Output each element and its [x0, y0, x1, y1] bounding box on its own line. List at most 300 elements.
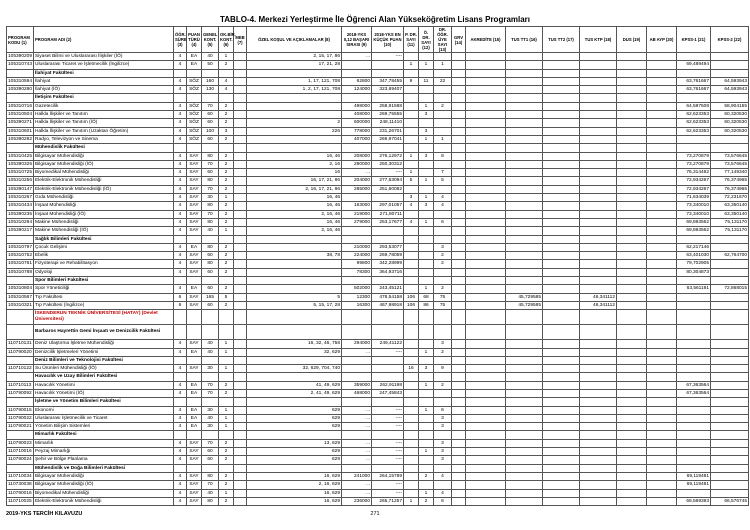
table-cell: [247, 268, 342, 276]
table-cell: 231,26701: [372, 127, 404, 135]
table-cell: [419, 268, 434, 276]
empty-cell: [617, 398, 647, 406]
table-cell: [234, 489, 247, 497]
table-cell: ----: [372, 169, 404, 177]
university-name: İSKENDERUN TEKNİK ÜNİVERSİTESİ (HATAY) (Devlet Üniversitesi): [34, 310, 174, 325]
empty-cell: [617, 144, 647, 152]
column-header: GENEL KONT. (5): [202, 27, 219, 53]
table-cell: [234, 348, 247, 356]
table-cell: 4: [174, 406, 187, 414]
table-cell: [580, 102, 617, 110]
column-header: PROGRAM ADI (2): [34, 27, 174, 53]
table-cell: [506, 61, 543, 69]
page-title: TABLO-4. Merkezi Yerleştirme İle Öğrenci Alan Yükseköğretim Lisans Programları: [219, 15, 531, 24]
table-row: [7, 456, 749, 464]
table-cell: [647, 406, 677, 414]
table-cell: 40: [202, 340, 219, 348]
empty-cell: [617, 431, 647, 439]
table-cell: [466, 218, 506, 226]
table-cell: 600000: [342, 119, 372, 127]
table-cell: 77,149340: [711, 169, 749, 177]
table-cell: [404, 406, 419, 414]
table-cell: [543, 285, 580, 293]
table-cell: Spor Yöneticiliği: [34, 285, 174, 293]
table-cell: 294000: [342, 340, 372, 348]
table-cell: Elektrik-Elektronik Mühendisliği: [34, 497, 174, 505]
table-cell: [234, 227, 247, 235]
table-cell: 359000: [342, 381, 372, 389]
table-cell: [543, 472, 580, 480]
table-cell: 1: [219, 489, 234, 497]
table-cell: 46,341112: [580, 293, 617, 301]
empty-cell: [404, 277, 419, 285]
table-row: [7, 340, 749, 348]
table-row: [7, 111, 749, 119]
empty-cell: [202, 144, 219, 152]
table-cell: 1: [419, 194, 434, 202]
table-cell: [711, 456, 749, 464]
table-cell: 2: [219, 160, 234, 168]
table-cell: 64,587508: [677, 102, 711, 110]
table-cell: 5: [404, 177, 419, 185]
table-cell: 502000: [342, 285, 372, 293]
table-cell: 5: [219, 293, 234, 301]
faculty-row: [7, 94, 749, 102]
table-cell: [647, 489, 677, 497]
table-cell: 4: [174, 489, 187, 497]
table-cell: [234, 77, 247, 85]
table-cell: [711, 472, 749, 480]
table-cell: SAY: [187, 268, 202, 276]
table-cell: [234, 365, 247, 373]
table-cell: [506, 481, 543, 489]
table-cell: 2: [219, 119, 234, 127]
table-cell: 60: [202, 252, 219, 260]
table-cell: [419, 252, 434, 260]
empty-cell: [404, 69, 419, 77]
table-cell: [580, 152, 617, 160]
table-cell: [580, 439, 617, 447]
empty-cell: [647, 310, 677, 325]
empty-cell: [234, 235, 247, 243]
table-cell: 80: [202, 218, 219, 226]
empty-cell: [419, 431, 434, 439]
empty-cell: [342, 144, 372, 152]
empty-cell: [372, 373, 404, 381]
faculty-name: Mimarlık Fakültesi: [34, 431, 174, 439]
table-cell: [404, 448, 419, 456]
table-row: [7, 210, 749, 218]
table-cell: 243,45121: [372, 285, 404, 293]
table-cell: 105310716: [8, 103, 33, 109]
table-cell: SAY: [187, 169, 202, 177]
table-cell: [506, 365, 543, 373]
table-cell: 4: [174, 152, 187, 160]
table-cell: [404, 111, 419, 119]
table-cell: 69,489494: [677, 61, 711, 69]
table-cell: [647, 102, 677, 110]
table-cell: SAY: [187, 260, 202, 268]
table-cell: [543, 61, 580, 69]
table-cell: [711, 448, 749, 456]
empty-cell: [466, 277, 506, 285]
table-cell: [580, 285, 617, 293]
empty-cell: [219, 398, 234, 406]
table-cell: 32, 629, 704, 740: [247, 365, 342, 373]
table-cell: [234, 340, 247, 348]
empty-cell: [434, 277, 452, 285]
table-cell: [711, 268, 749, 276]
table-cell: [543, 365, 580, 373]
table-row: [7, 423, 749, 431]
table-cell: Siyaset Bilimi ve Uluslararası İlişkiler (İÖ): [34, 53, 174, 61]
table-cell: [647, 77, 677, 85]
table-cell: 4: [174, 252, 187, 260]
table-cell: [711, 293, 749, 301]
table-row: [7, 472, 749, 480]
table-cell: [580, 414, 617, 422]
table-cell: [506, 260, 543, 268]
table-cell: [404, 348, 419, 356]
table-cell: 105390209: [8, 54, 33, 59]
table-cell: [419, 227, 434, 235]
table-cell: Halkla İlişkiler ve Tanıtım (Uzaktan Öğretim): [34, 127, 174, 135]
table-cell: [404, 102, 419, 110]
table-cell: 3: [434, 439, 452, 447]
table-cell: [580, 218, 617, 226]
table-cell: [506, 202, 543, 210]
table-cell: 2: [219, 301, 234, 309]
table-cell: [543, 243, 580, 251]
empty-cell: [372, 464, 404, 472]
table-cell: [234, 127, 247, 135]
table-cell: [617, 53, 647, 61]
table-cell: 4: [174, 456, 187, 464]
table-cell: [234, 252, 247, 260]
table-cell: SAY: [187, 340, 202, 348]
empty-cell: [466, 325, 506, 340]
table-row: [7, 194, 749, 202]
table-cell: [647, 111, 677, 119]
table-cell: 407000: [342, 135, 372, 143]
table-cell: 30: [202, 194, 219, 202]
table-cell: [466, 86, 506, 94]
table-cell: EA: [187, 348, 202, 356]
table-cell: ----: [372, 481, 404, 489]
empty-cell: [677, 431, 711, 439]
empty-cell: [434, 356, 452, 364]
table-cell: 130: [202, 86, 219, 94]
table-cell: SÖZ: [187, 102, 202, 110]
empty-cell: [580, 144, 617, 152]
table-cell: [404, 481, 419, 489]
table-cell: [580, 489, 617, 497]
table-cell: [543, 169, 580, 177]
table-cell: [580, 119, 617, 127]
table-cell: [617, 340, 647, 348]
table-cell: [506, 185, 543, 193]
table-cell: [647, 268, 677, 276]
empty-cell: [419, 310, 434, 325]
table-cell: 2: [219, 61, 234, 69]
table-cell: [404, 135, 419, 143]
table-cell: 124000: [342, 86, 372, 94]
empty-cell: [711, 431, 749, 439]
table-cell: 262,91198: [372, 381, 404, 389]
table-cell: [647, 389, 677, 397]
table-cell: [452, 177, 466, 185]
table-cell: SÖZ: [187, 127, 202, 135]
table-cell: 208000: [342, 152, 372, 160]
table-cell: 46,341112: [580, 301, 617, 309]
table-cell: [543, 340, 580, 348]
empty-cell: [543, 431, 580, 439]
table-cell: 73,340010: [677, 202, 711, 210]
empty-cell: [466, 373, 506, 381]
table-cell: 285000: [342, 185, 372, 193]
table-cell: [466, 497, 506, 505]
table-cell: 2: [247, 119, 342, 127]
table-cell: [234, 243, 247, 251]
table-cell: [677, 406, 711, 414]
empty-cell: [404, 144, 419, 152]
empty-cell: [247, 235, 342, 243]
table-cell: [466, 243, 506, 251]
table-cell: [617, 406, 647, 414]
table-cell: 4: [404, 202, 419, 210]
table-row: [7, 439, 749, 447]
empty-cell: [174, 398, 187, 406]
empty-cell: [466, 235, 506, 243]
table-cell: 2: [219, 481, 234, 489]
table-cell: 1: [219, 406, 234, 414]
table-cell: 4: [174, 381, 187, 389]
table-cell: [404, 53, 419, 61]
empty-cell: [434, 398, 452, 406]
table-cell: EA: [187, 243, 202, 251]
table-cell: 4: [434, 194, 452, 202]
table-cell: [580, 497, 617, 505]
table-row: [7, 381, 749, 389]
table-cell: Denizcilik İşletmeleri Yönetimi: [34, 348, 174, 356]
table-cell: [506, 210, 543, 218]
table-cell: [404, 389, 419, 397]
table-header-row: [7, 27, 749, 53]
empty-cell: [404, 398, 419, 406]
table-cell: SAY: [187, 456, 202, 464]
table-cell: [247, 243, 342, 251]
table-cell: 73,576645: [711, 152, 749, 160]
table-cell: Mimarlık: [34, 439, 174, 447]
faculty-name: Mühendislik Fakültesi: [34, 144, 174, 152]
empty-cell: [404, 356, 419, 364]
table-cell: 75,131170: [711, 218, 749, 226]
table-cell: 6: [174, 293, 187, 301]
table-cell: [543, 301, 580, 309]
table-cell: EA: [187, 414, 202, 422]
table-cell: [234, 102, 247, 110]
empty-cell: [647, 235, 677, 243]
table-cell: Tıp Fakültesi (İngilizce): [34, 301, 174, 309]
table-cell: [617, 243, 647, 251]
table-cell: ----: [372, 456, 404, 464]
table-cell: 4: [174, 365, 187, 373]
table-cell: İlahiyat: [34, 77, 174, 85]
table-cell: [506, 127, 543, 135]
table-cell: [404, 489, 419, 497]
column-header: P. DR. SAYI (11): [404, 27, 419, 53]
empty-cell: [543, 235, 580, 243]
table-cell: [543, 348, 580, 356]
empty-cell: [506, 356, 543, 364]
empty-cell: [404, 94, 419, 102]
table-cell: 3: [434, 423, 452, 431]
table-cell: 4: [174, 243, 187, 251]
table-cell: [543, 185, 580, 193]
table-cell: 160: [202, 77, 219, 85]
table-cell: [452, 169, 466, 177]
table-cell: 269,97041: [372, 135, 404, 143]
empty-cell: [617, 464, 647, 472]
table-cell: [404, 227, 419, 235]
table-cell: 629: [247, 414, 342, 422]
table-cell: 2: [219, 285, 234, 293]
table-cell: [419, 340, 434, 348]
table-cell: [647, 285, 677, 293]
empty-cell: [202, 356, 219, 364]
table-cell: 80: [202, 472, 219, 480]
table-cell: SAY: [187, 293, 202, 301]
table-cell: [434, 86, 452, 94]
table-cell: SAY: [187, 489, 202, 497]
table-cell: 76,314482: [677, 169, 711, 177]
empty-cell: [234, 398, 247, 406]
empty-cell: [187, 325, 202, 340]
empty-cell: [372, 325, 404, 340]
table-cell: [466, 423, 506, 431]
table-cell: [434, 185, 452, 193]
table-cell: 468000: [342, 389, 372, 397]
table-cell: [342, 365, 372, 373]
table-row: [7, 285, 749, 293]
table-cell: [506, 497, 543, 505]
empty-cell: [187, 94, 202, 102]
table-cell: ...: [342, 414, 372, 422]
table-cell: 72,868015: [711, 285, 749, 293]
empty-cell: [372, 277, 404, 285]
table-cell: 4: [174, 53, 187, 61]
table-cell: 2: [419, 497, 434, 505]
table-cell: [506, 252, 543, 260]
table-cell: [404, 252, 419, 260]
table-cell: 16, 629: [247, 497, 342, 505]
empty-cell: [711, 69, 749, 77]
table-cell: ...: [342, 448, 372, 456]
table-cell: 16, 629: [247, 472, 342, 480]
table-cell: [711, 389, 749, 397]
table-cell: 5: [434, 177, 452, 185]
table-cell: 106: [404, 293, 419, 301]
table-cell: [677, 489, 711, 497]
table-cell: [234, 389, 247, 397]
table-cell: [711, 489, 749, 497]
empty-cell: [434, 144, 452, 152]
table-cell: 226: [247, 127, 342, 135]
table-cell: [506, 285, 543, 293]
empty-cell: [711, 356, 749, 364]
table-cell: [543, 489, 580, 497]
table-cell: 2: [219, 169, 234, 177]
table-cell: [234, 481, 247, 489]
empty-cell: [187, 235, 202, 243]
empty-cell: [372, 235, 404, 243]
empty-cell: [234, 94, 247, 102]
table-cell: [466, 135, 506, 143]
empty-cell: [202, 69, 219, 77]
table-cell: 105390235: [8, 211, 33, 217]
table-cell: [711, 53, 749, 61]
table-cell: [234, 53, 247, 61]
table-cell: [711, 481, 749, 489]
table-cell: [711, 365, 749, 373]
table-cell: Şehir ve Bölge Planlama: [34, 456, 174, 464]
table-row: [7, 260, 749, 268]
table-cell: 110710131: [8, 341, 32, 347]
table-cell: 62,623353: [677, 111, 711, 119]
table-cell: 2: [219, 381, 234, 389]
table-cell: [506, 111, 543, 119]
table-cell: SÖZ: [187, 77, 202, 85]
table-cell: [647, 243, 677, 251]
table-cell: [466, 301, 506, 309]
table-cell: 60: [202, 119, 219, 127]
table-row: [7, 169, 749, 177]
empty-cell: [219, 94, 234, 102]
table-cell: 63,761667: [677, 86, 711, 94]
table-cell: 110790024: [8, 457, 32, 463]
table-cell: [617, 210, 647, 218]
column-header: 2018-YKS EN KÜÇÜK PUAN (10): [372, 27, 404, 53]
table-cell: [647, 439, 677, 447]
table-cell: EA: [187, 423, 202, 431]
table-cell: 5: [247, 293, 342, 301]
empty-cell: [419, 94, 434, 102]
empty-cell: [506, 235, 543, 243]
table-cell: 204000: [342, 177, 372, 185]
table-cell: [404, 243, 419, 251]
empty-cell: [202, 398, 219, 406]
table-cell: ...: [342, 423, 372, 431]
empty-cell: [7, 464, 34, 472]
table-cell: [617, 119, 647, 127]
table-row: [7, 252, 749, 260]
table-cell: [506, 77, 543, 85]
empty-cell: [342, 235, 372, 243]
table-cell: [452, 489, 466, 497]
empty-cell: [419, 325, 434, 340]
table-cell: 68: [419, 293, 434, 301]
table-cell: SAY: [187, 301, 202, 309]
table-cell: 105310797: [8, 244, 33, 250]
table-cell: [372, 227, 404, 235]
table-cell: [617, 152, 647, 160]
table-cell: [677, 348, 711, 356]
column-header: Ö. DR. SAYI (12): [419, 27, 434, 53]
table-cell: 30: [202, 406, 219, 414]
empty-cell: [711, 94, 749, 102]
table-cell: [647, 185, 677, 193]
table-cell: [580, 423, 617, 431]
